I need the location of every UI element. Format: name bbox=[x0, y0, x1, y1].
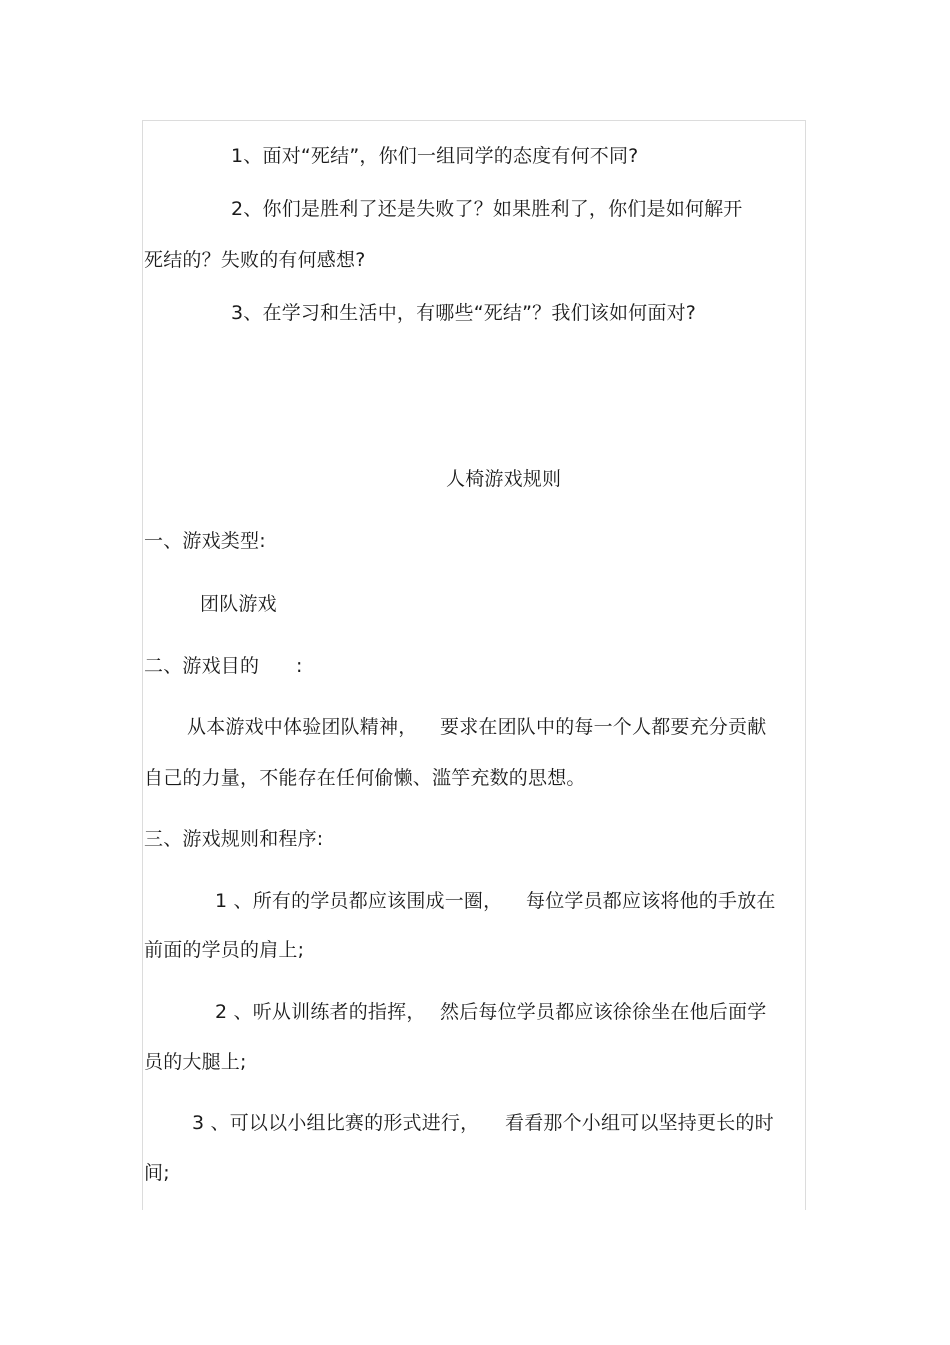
question-2-line-2: 死结的？失败的有何感想? bbox=[144, 249, 366, 271]
section-2-body-line-1a: 从本游戏中体验团队精神， bbox=[187, 716, 418, 738]
section-1-heading: 一、游戏类型: bbox=[144, 530, 266, 552]
section-3-heading: 三、游戏规则和程序: bbox=[144, 828, 324, 850]
question-1: 1、面对“死结”，你们一组同学的态度有何不同? bbox=[231, 145, 639, 167]
document-title: 人椅游戏规则 bbox=[446, 468, 562, 490]
section-2-body-line-2: 自己的力量，不能存在任何偷懒、滥竽充数的思想。 bbox=[144, 767, 586, 789]
question-2-line-1: 2、你们是胜利了还是失败了？如果胜利了，你们是如何解开 bbox=[231, 198, 743, 220]
section-1-body: 团队游戏 bbox=[200, 593, 277, 615]
rule-1-line-1b: 每位学员都应该将他的手放在 bbox=[526, 890, 776, 912]
rule-1-line-2: 前面的学员的肩上; bbox=[144, 939, 305, 961]
rule-2-line-1b: 然后每位学员都应该徐徐坐在他后面学 bbox=[440, 1001, 767, 1023]
question-3: 3、在学习和生活中，有哪些“死结”？我们该如何面对? bbox=[231, 302, 697, 324]
rule-3-line-2: 间; bbox=[144, 1162, 170, 1184]
rule-2-line-2: 员的大腿上; bbox=[144, 1051, 247, 1073]
section-2-heading: 二、游戏目的 bbox=[144, 655, 260, 677]
rule-1-line-1a: 1 、所有的学员都应该围成一圈， bbox=[215, 890, 503, 912]
rule-3-line-1b: 看看那个小组可以坚持更长的时 bbox=[505, 1112, 774, 1134]
section-2-body-line-1b: 要求在团队中的每一个人都要充分贡献 bbox=[440, 716, 767, 738]
rule-3-line-1a: 3 、可以以小组比赛的形式进行， bbox=[192, 1112, 480, 1134]
section-2-heading-colon: : bbox=[296, 655, 303, 677]
rule-2-line-1a: 2 、听从训练者的指挥， bbox=[215, 1001, 426, 1023]
